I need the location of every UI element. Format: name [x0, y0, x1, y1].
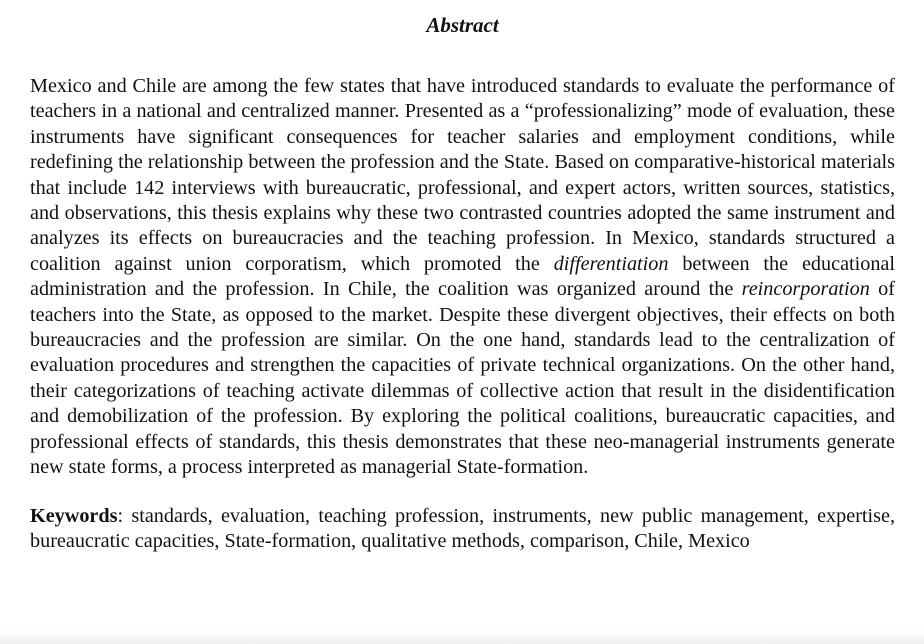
abstract-heading: Abstract: [426, 13, 499, 37]
keywords-label: Keywords: [30, 504, 118, 527]
abstract-text-part-3: of teachers into the State, as opposed to the market. Despite these divergent objectives, their effects on both bureaucracies and the profession are similar. On the one hand, standards lead to the centralization of evaluation procedures and strengthen the capacities of private technical organizations. On the other hand, their categorizations of teaching activate dilemmas of collective action that result in the disidentification and demobilization of the profession. By exploring the political coalitions, bureaucratic capacities, and professional effects of standards, this thesis demonstrates that these neo-managerial instruments generate new state forms, a process interpreted as managerial State-formation.: [30, 278, 895, 479]
emphasis-differentiation: differentiation: [553, 252, 669, 275]
abstract-paragraph: [30, 74, 895, 481]
emphasis-reincorporation: reincorporation: [741, 278, 870, 301]
page-bottom-shadow: [0, 630, 924, 644]
abstract-text-part-1: Mexico and Chile are among the few states that have introduced standards to evaluate the performance of teachers in a national and centralized manner. Presented as a “professionalizing” mode of evaluation, these instruments have significant consequences for teacher salaries and employment conditions, while redefining the relationship between the profession and the State. Based on comparative-historical materials that include 142 interviews with bureaucratic, professional, and expert actors, written sources, statistics, and observations, this thesis explains why these two contrasted countries adopted the same instrument and analyzes its effects on bureaucracies and the teaching profession. In Mexico, standards structured a coalition against union corporatism, which promoted the: [30, 75, 895, 275]
keywords-list: : standards, evaluation, teaching profession, instruments, new public management, expertise, bureaucratic capacities, State-formation, qualitative methods, comparison, Chile, Mexico: [30, 504, 895, 552]
abstract-text-part-2: between the educational administration and the profession. In Chile, the coalition was organized around the: [30, 252, 896, 301]
document-page: [30, 12, 895, 554]
keywords-paragraph: [30, 504, 895, 555]
